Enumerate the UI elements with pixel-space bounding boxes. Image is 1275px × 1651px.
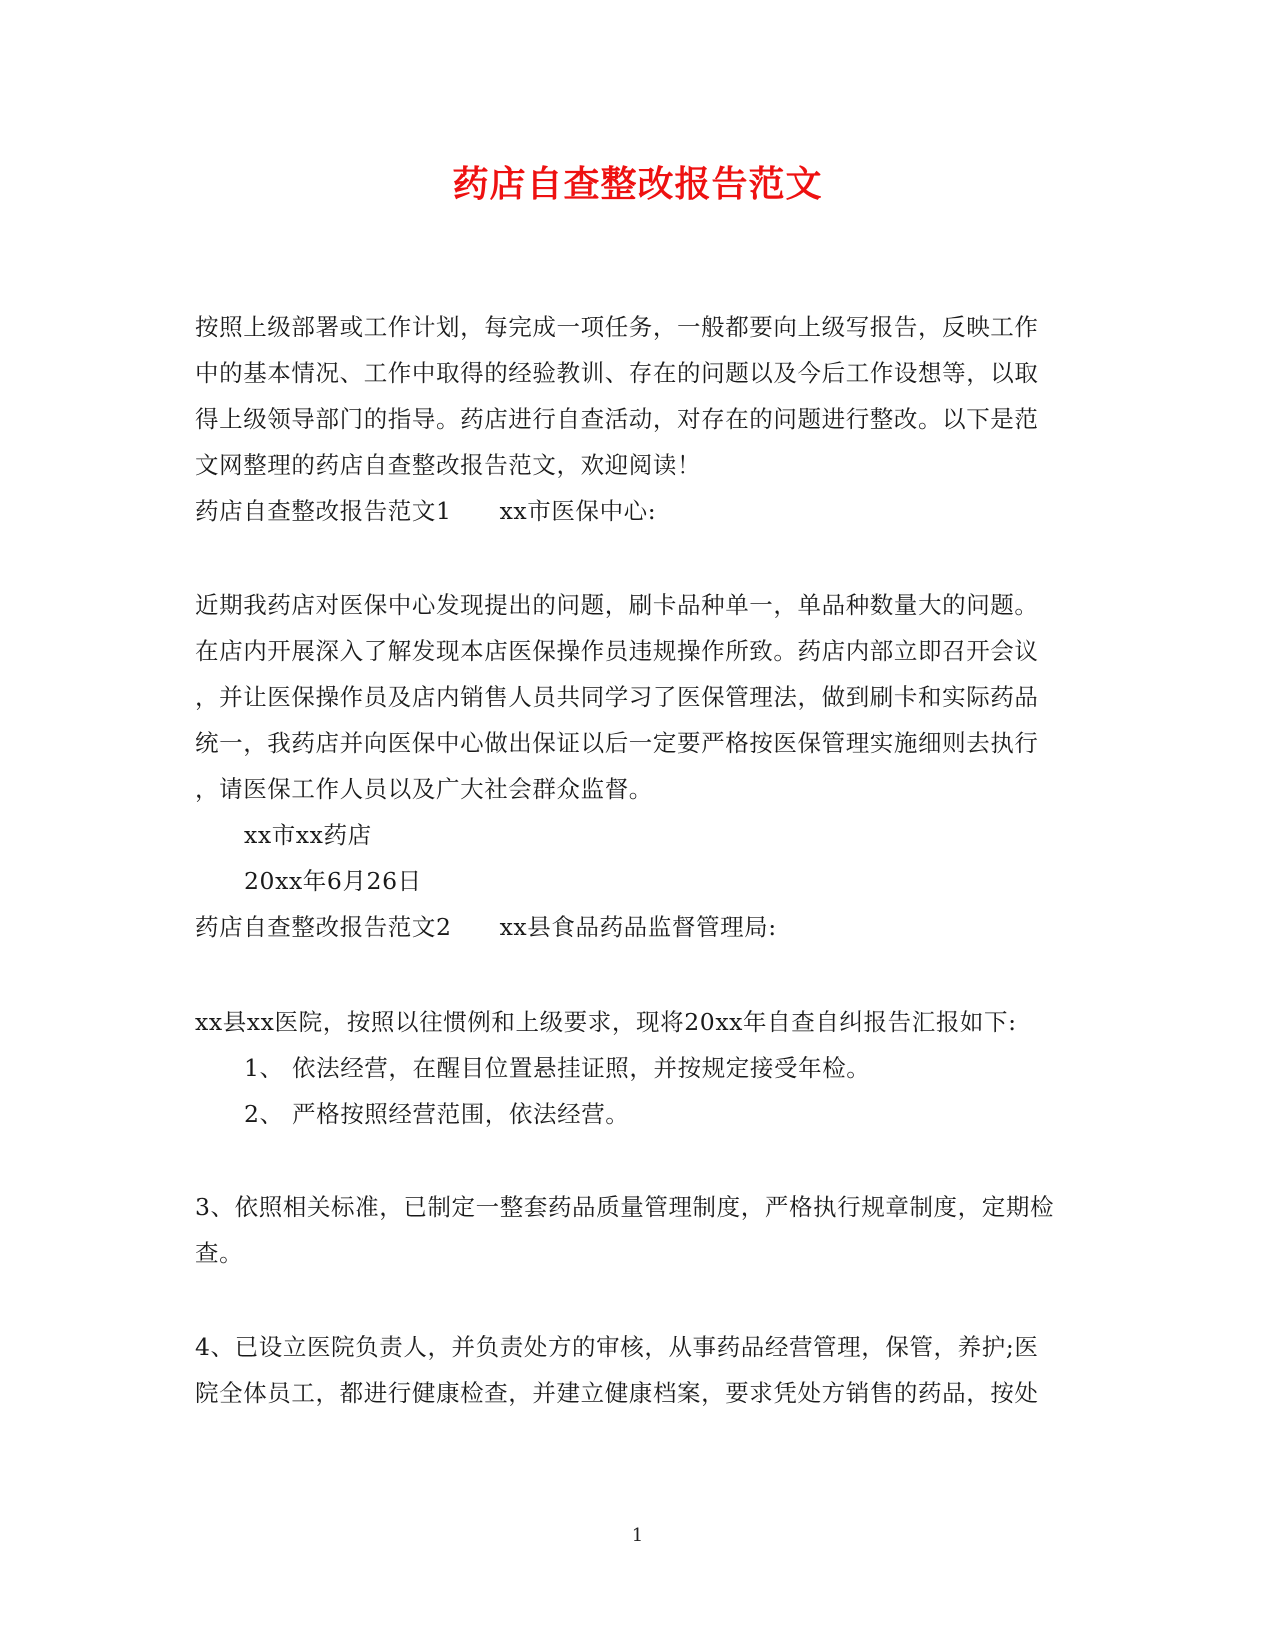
sample1-body-line: ，并让医保操作员及店内销售人员共同学习了医保管理法，做到刷卡和实际药品 [195,683,1039,711]
item4-line: 4、已设立医院负责人，并负责处方的审核，从事药品经营管理，保管，养护;医 [195,1333,1039,1361]
sample2-heading: 药店自查整改报告范文2 [195,913,452,941]
sample1-date: 20xx年6月26日 [244,867,422,895]
sample1-body-line: 近期我药店对医保中心发现提出的问题，刷卡品种单一，单品种数量大的问题。 [195,591,1039,619]
sample2-recipient: xx县食品药品监督管理局: [499,913,777,941]
sample1-heading-line [195,495,656,527]
sample2-heading-line [195,911,777,943]
list-item-text: 依法经营，在醒目位置悬挂证照，并按规定接受年检。 [292,1054,871,1082]
sample1-recipient: xx市医保中心: [499,497,657,525]
page-number: 1 [631,1525,644,1546]
sample1-body-line: 统一，我药店并向医保中心做出保证以后一定要严格按医保管理实施细则去执行 [195,729,1039,757]
intro-line: 得上级领导部门的指导。药店进行自查活动，对存在的问题进行整改。以下是范 [195,405,1039,433]
item3-line: 查。 [195,1239,244,1267]
list-item [244,1052,870,1084]
list-item-number: 2、 [244,1100,284,1128]
sample1-signature: xx市xx药店 [244,821,372,849]
list-item [244,1098,629,1130]
intro-line: 文网整理的药店自查整改报告范文，欢迎阅读！ [195,451,702,479]
item3-line: 3、依照相关标准，已制定一整套药品质量管理制度，严格执行规章制度，定期检 [195,1193,1055,1221]
sample1-heading: 药店自查整改报告范文1 [195,497,452,525]
list-item-text: 严格按照经营范围，依法经营。 [292,1100,630,1128]
sample2-opening: xx县xx医院，按照以往惯例和上级要求，现将20xx年自查自纠报告汇报如下: [195,1008,1017,1036]
item4-line: 院全体员工，都进行健康检查，并建立健康档案，要求凭处方销售的药品，按处 [195,1379,1039,1407]
sample1-body-line: ，请医保工作人员以及广大社会群众监督。 [195,775,653,803]
list-item-number: 1、 [244,1054,284,1082]
intro-line: 中的基本情况、工作中取得的经验教训、存在的问题以及今后工作设想等，以取 [195,359,1039,387]
document-title: 药店自查整改报告范文 [452,163,823,205]
intro-line: 按照上级部署或工作计划，每完成一项任务，一般都要向上级写报告，反映工作 [195,313,1039,341]
sample1-body-line: 在店内开展深入了解发现本店医保操作员违规操作所致。药店内部立即召开会议 [195,637,1039,665]
